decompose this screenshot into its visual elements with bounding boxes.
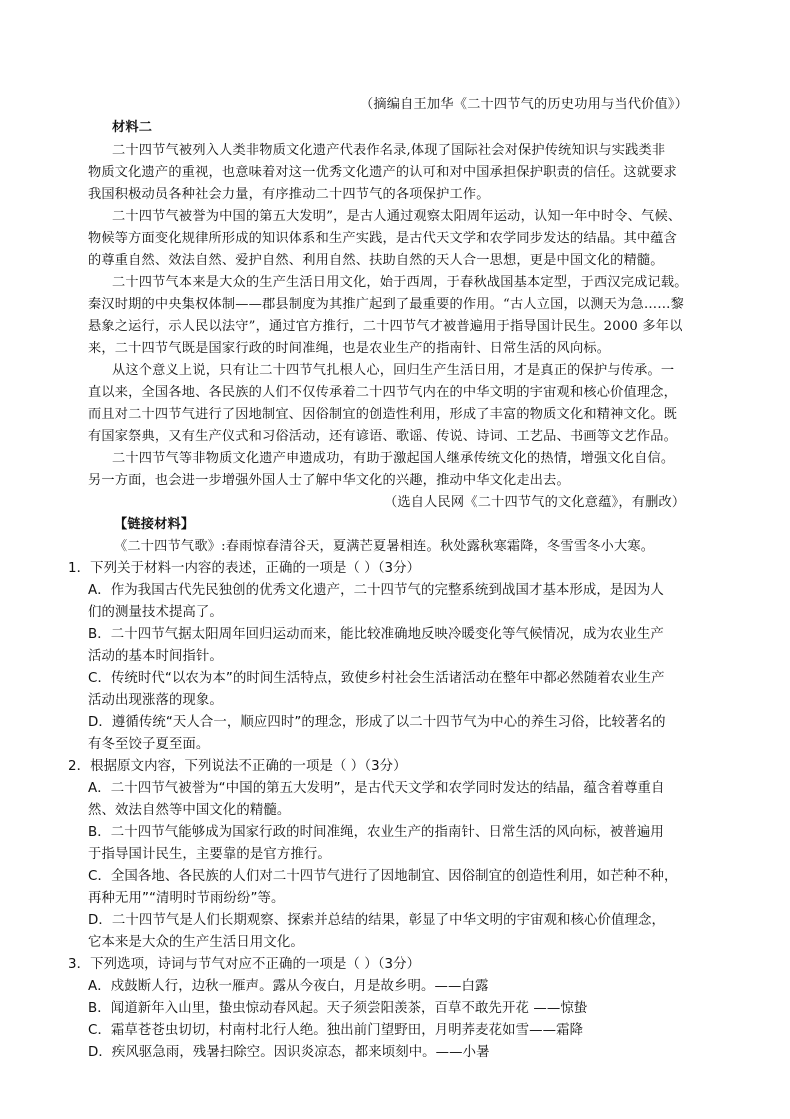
option-3b[interactable]: B．闻道新年入山里，蛰虫惊动春风起。天子须尝阳羡茶，百草不敢先开花 ——惊蛰	[88, 1001, 588, 1016]
option-2c[interactable]: C．全国各地、各民族的人们对二十四节气进行了因地制宜、因俗制宜的创造性利用，如芒种不种，	[88, 869, 678, 884]
paragraph-line: 另一方面，也会进一步增强外国人士了解中华文化的兴趣，推动中华文化走出去。	[88, 473, 570, 488]
question-3-stem: 3．下列选项，诗词与节气对应不正确的一项是（ ）（3分）	[68, 957, 421, 972]
option-3a[interactable]: A．戍鼓断人行，边秋一雁声。露从今夜白，月是故乡明。——白露	[88, 979, 489, 994]
option-continuation: 活动的基本时间指针。	[88, 649, 223, 664]
paragraph-line: 悬象之运行，示人民以法守”，通过官方推行，二十四节气才被普遍用于指导国计民生。2000 多年以	[88, 319, 683, 334]
option-continuation: 于指导国计民生，主要靠的是官方推行。	[88, 847, 331, 862]
paragraph-line: 而且对二十四节气进行了因地制宜、因俗制宜的创造性利用，形成了丰富的物质文化和精神文化。既	[88, 407, 678, 422]
paragraph-line: 有国家祭典，又有生产仪式和习俗活动，还有谚语、歌谣、传说、诗词、工艺品、书画等文艺作品。	[88, 429, 678, 444]
option-1d[interactable]: D．遵循传统“天人合一，顺应四时”的理念，形成了以二十四节气为中心的养生习俗，比较著名的	[88, 715, 666, 730]
option-continuation: 再种无用”“清明时节雨纷纷”等。	[88, 891, 285, 906]
paragraph-line: 二十四节气被列入人类非物质文化遗产代表作名录,体现了国际社会对保护传统知识与实践类非	[112, 143, 666, 158]
option-continuation: 有冬至饺子夏至面。	[88, 737, 210, 752]
option-3d[interactable]: D．疾风驱急雨，残暑扫除空。因识炎凉态，都来顷刻中。——小暑	[88, 1045, 490, 1060]
option-2b[interactable]: B．二十四节气能够成为国家行政的时间准绳，农业生产的指南针、日常生活的风向标，被普遍用	[88, 825, 664, 840]
option-3c[interactable]: C．霜草苍苍虫切切，村南村北行人绝。独出前门望野田，月明荞麦花如雪——霜降	[88, 1023, 584, 1038]
option-1b[interactable]: B．二十四节气据太阳周年回归运动而来，能比较准确地反映冷暖变化等气候情况，成为农业生产	[88, 627, 664, 642]
option-continuation: 活动出现涨落的现象。	[88, 693, 223, 708]
paragraph-line: 我国积极动员各种社会力量，有序推动二十四节气的各项保护工作。	[88, 187, 490, 202]
paragraph-line: 二十四节气本来是大众的生产生活日用文化，始于西周，于春秋战国基本定型，于西汉完成记载。	[112, 275, 688, 290]
paragraph-line: 秦汉时期的中央集权体制——郡县制度为其推广起到了最重要的作用。“古人立国，以测天为急……黎	[88, 297, 684, 312]
paragraph-line: 二十四节气被誉为中国的第五大发明”，是古人通过观察太阳周年运动，认知一年中时令、气候、	[112, 209, 682, 224]
source-citation-1: （摘编自王加华《二十四节气的历史功用与当代价值》）	[360, 97, 689, 112]
option-continuation: 们的测量技术提高了。	[88, 605, 223, 620]
option-2a[interactable]: A．二十四节气被誉为“中国的第五大发明”，是古代天文学和农学同时发达的结晶，蕴含着尊重自	[88, 781, 665, 796]
option-2d[interactable]: D．二十四节气是人们长期观察、探索并总结的结果，彰显了中华文明的宇宙观和核心价值理念，	[88, 913, 666, 928]
option-continuation: 它本来是大众的生产生活日用文化。	[88, 935, 304, 950]
option-1c[interactable]: C．传统时代“以农为本”的时间生活特点，致使乡村社会生活诸活动在整年中都必然随着农业生产	[88, 671, 665, 686]
paragraph-line: 从这个意义上说，只有让二十四节气扎根人心，回归生产生活日用，才是真正的保护与传承。一	[112, 363, 675, 378]
paragraph-line: 物候等方面变化规律所形成的知识体系和生产实践，是古代天文学和农学同步发达的结晶。其中蕴含	[88, 231, 678, 246]
source-citation-2: （选自人民网《二十四节气的文化意蕴》，有删改）	[384, 495, 686, 510]
material-2-heading: 材料二	[112, 120, 153, 135]
paragraph-line: 来，二十四节气既是国家行政的时间准绳，也是农业生产的指南针、日常生活的风向标。	[88, 341, 611, 356]
paragraph-line: 的尊重自然、效法自然、爱护自然、利用自然、扶助自然的天人合一思想，更是中国文化的精髓。	[88, 253, 664, 268]
link-material-heading: 【链接材料】	[114, 517, 195, 532]
option-1a[interactable]: A．作为我国古代先民独创的优秀文化遗产，二十四节气的完整系统到战国才基本形成，是因为人	[88, 583, 664, 598]
paragraph-line: 物质文化遗产的重视，也意味着对这一优秀文化遗产的认可和对中国承担保护职责的信任。这就要求	[88, 165, 678, 180]
question-2-stem: 2．根据原文内容，下列说法不正确的一项是（ ）（3分）	[68, 759, 407, 774]
link-material-text: 《二十四节气歌》:春雨惊春清谷天，夏满芒夏暑相连。秋处露秋寒霜降，冬雪雪冬小大寒。	[114, 539, 655, 554]
option-continuation: 然、效法自然等中国文化的精髓。	[88, 803, 291, 818]
paragraph-line: 二十四节气等非物质文化遗产申遗成功，有助于激起国人继承传统文化的热情，增强文化自信。	[112, 451, 675, 466]
question-1-stem: 1．下列关于材料一内容的表述，正确的一项是（ ）（3分）	[68, 561, 421, 576]
paragraph-line: 直以来，全国各地、各民族的人们不仅传承着二十四节气内在的中华文明的宇宙观和核心价值理念，	[88, 385, 678, 400]
